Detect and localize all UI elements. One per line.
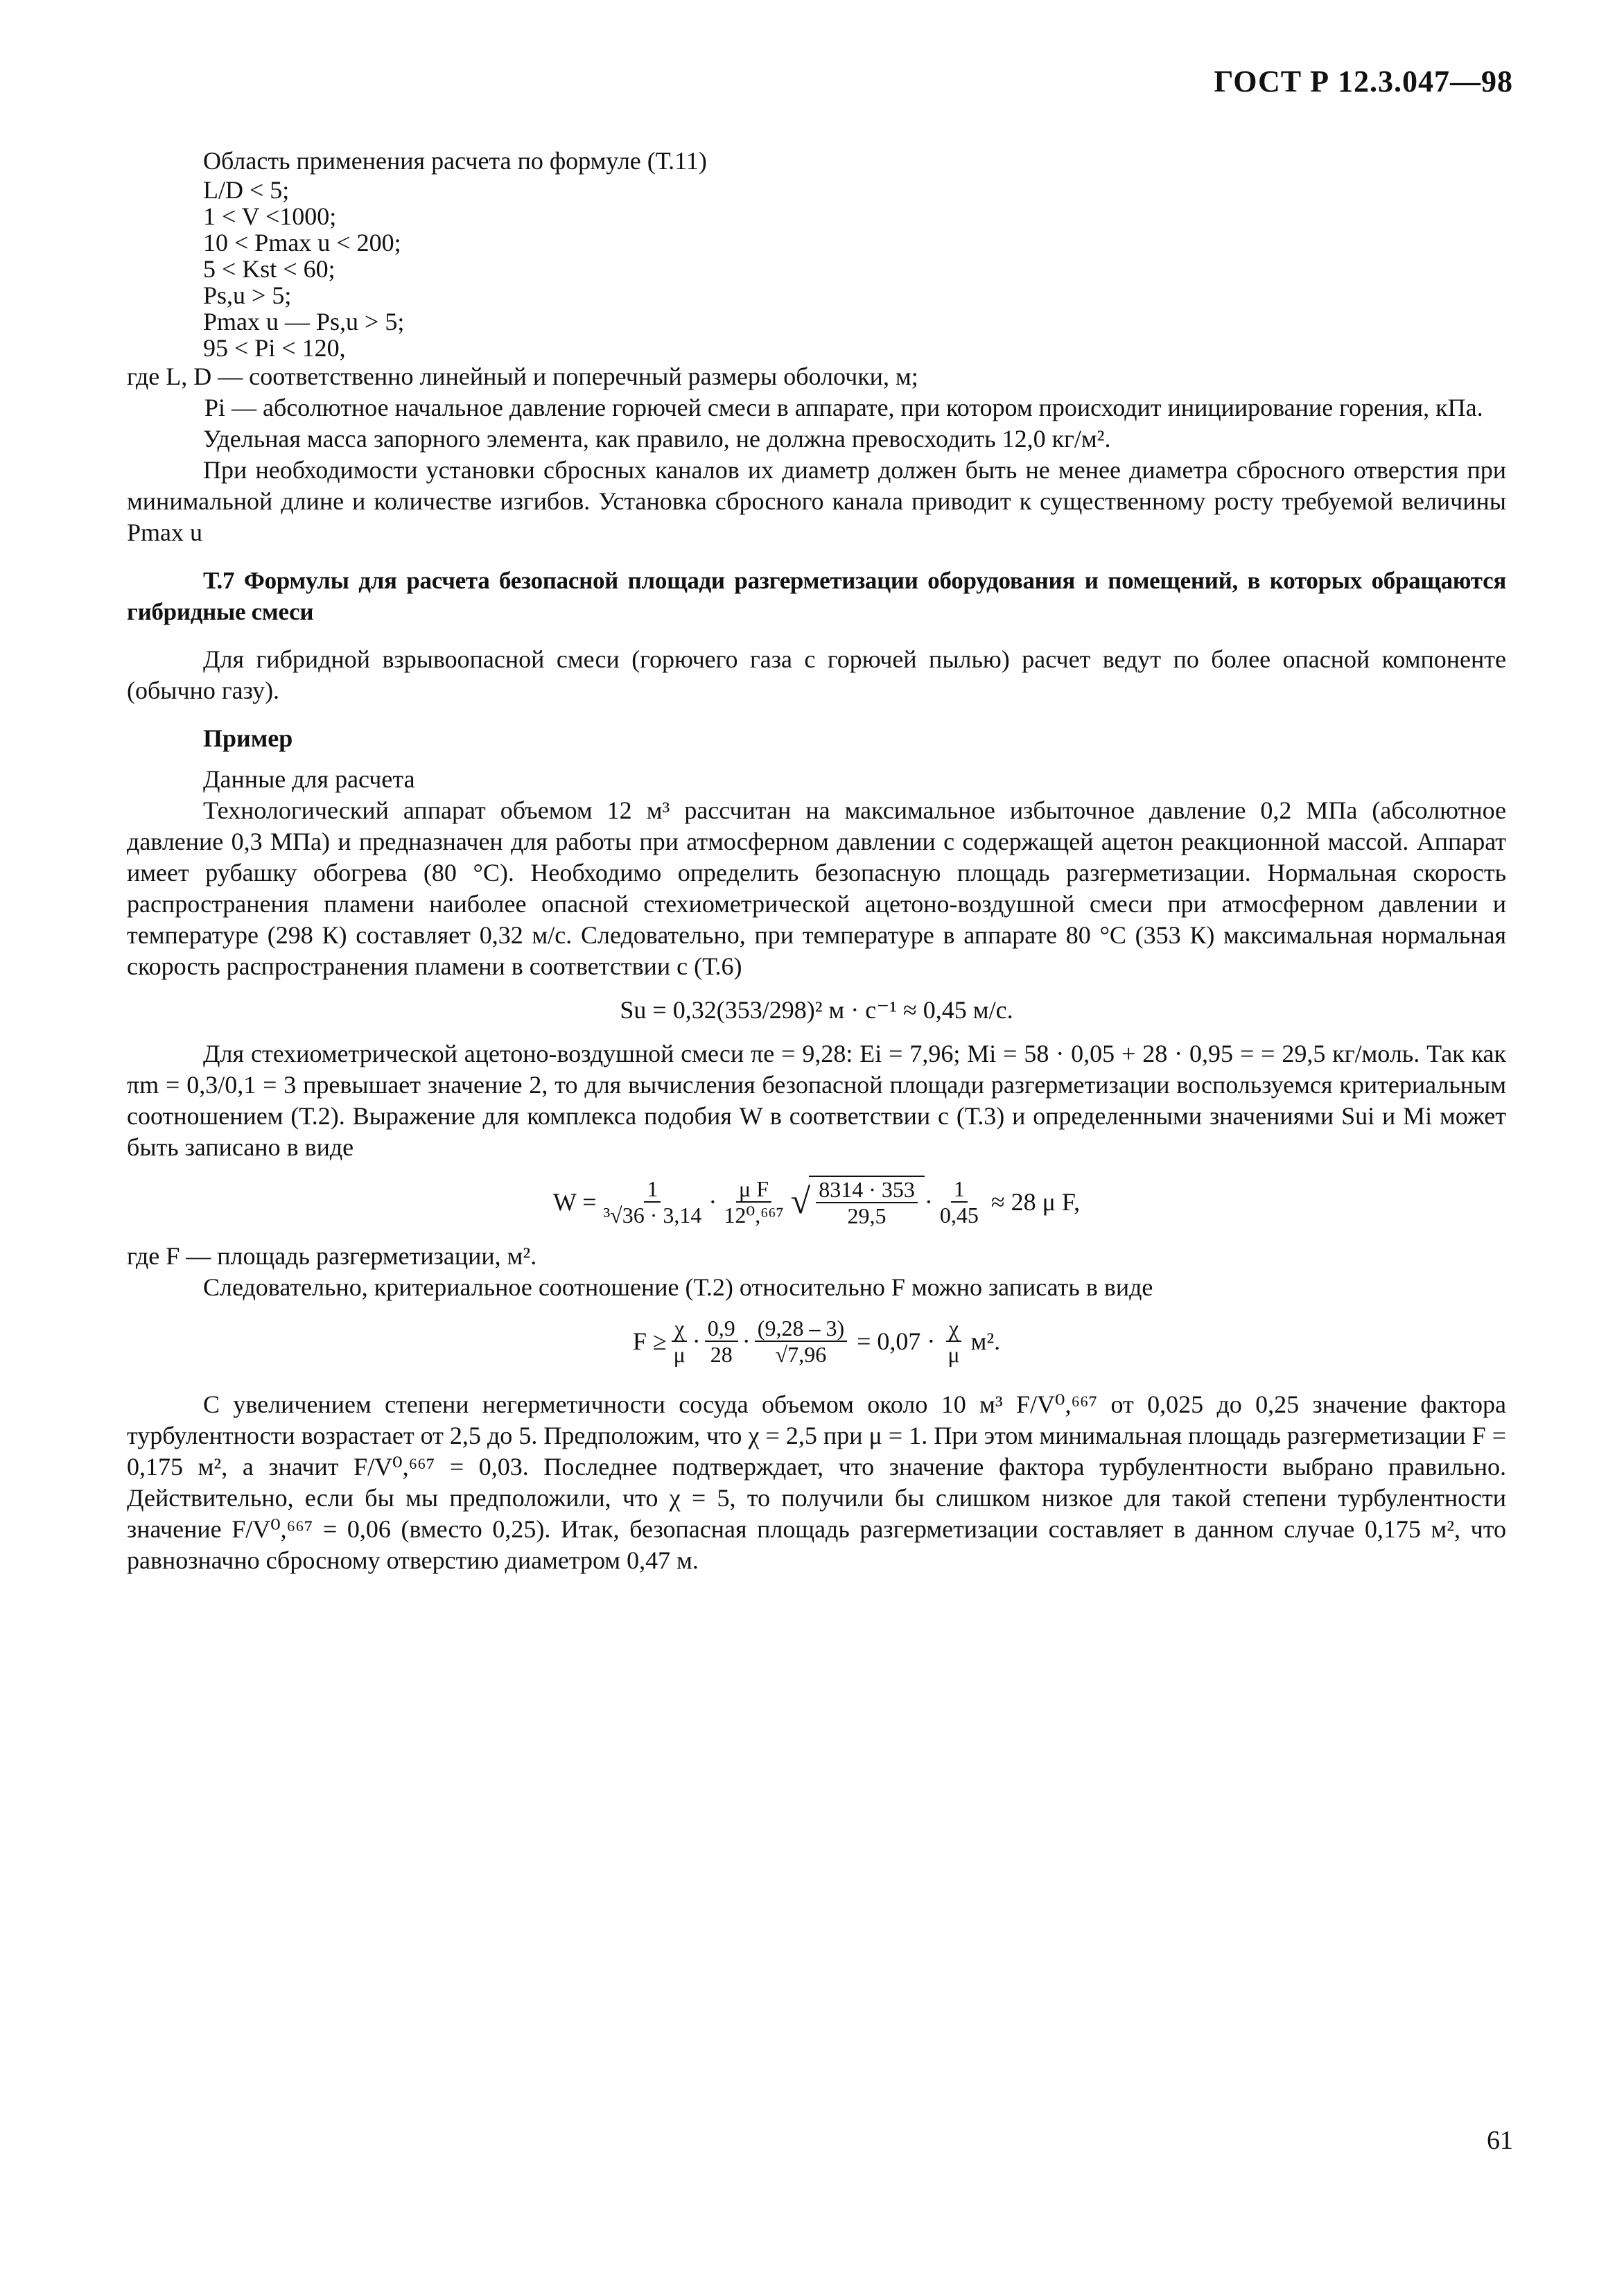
- scope-title: Область применения расчета по формуле (Т.11): [203, 147, 707, 175]
- equation-similarity-complex: W = $\frac{1}{\text{³√36 · 3,14}}$ · $\frac{\text{μ F}}{\text{12⁰,⁶⁶⁷}}$ √ $\frac{8314 \cdot 353}{29,5}$ · $\frac{1}{0,45}$ ≈ 28 μ F,: [552, 1176, 1081, 1228]
- paragraph-hybrid-mixture: Для гибридной взрывоопасной смеси (горючего газа с горючей пылью) расчет ведут по более опасной компоненте (обычно газу).: [127, 645, 1506, 704]
- where-line-dimensions: где L, D — соответственно линейный и поперечный размеры оболочки, м;: [127, 363, 918, 390]
- paragraph-conclusion: С увеличением степени негерметичности сосуда объемом около 10 м³ F/V⁰,⁶⁶⁷ от 0,025 до 0,25 значение фактора турбулентности возрастает от 2,5 до 5. Предположим, что χ = 2,5 при μ = 1. При этом минимальная площадь разгерметизации F = 0,175 м², а значит F/V⁰,⁶⁶⁷ = 0,03. Последнее подтверждает, что значение фактора турбулентности выбрано правильно. Действительно, если бы мы предположили, что χ = 5, то получили бы слишком низкое для такой степени турбулентности значение F/V⁰,⁶⁶⁷ = 0,06 (вместо 0,25). Итак, безопасная площадь разгерметизации составляет в данном случае 0,175 м², что равнозначно сбросному отверстию диаметром 0,47 м.: [127, 1390, 1506, 1574]
- where-line-pressure: [127, 392, 1506, 424]
- eq-w-lhs: W =: [552, 1187, 597, 1216]
- condition-line: Ps,u > 5;: [203, 281, 292, 309]
- document-header: ГОСТ Р 12.3.047—98: [1214, 64, 1513, 98]
- paragraph-vent-channels: При необходимости установки сбросных каналов их диаметр должен быть не менее диаметра сбросного отверстия при минимальной длине и количестве изгибов. Установка сбросного канала приводит к существенному росту требуемой величины Pmax u: [127, 456, 1506, 546]
- eq-f-fraction-2: $\frac{0,9}{28}$: [705, 1316, 738, 1367]
- eq-f-lhs: F ≥: [632, 1327, 667, 1355]
- paragraph-apparatus: Технологический аппарат объемом 12 м³ рассчитан на максимальное избыточное давление 0,2 МПа (абсолютное давление 0,3 МПа) и предназначен для работы при атмосферном давлении с содержащей ацетон реакционной массой. Аппарат имеет рубашку обогрева (80 °С). Необходимо определить безопасную площадь разгерметизации. Нормальная скорость распространения пламени наиболее опасной стехиометрической ацетоно-воздушной смеси при атмосферном давлении и температуре (298 К) составляет 0,32 м/с. Следовательно, при температуре в аппарате 80 °С (353 К) максимальная нормальная скорость распространения пламени в соответствии с (Т.6): [127, 796, 1506, 980]
- equation-vent-area: F ≥ $\frac{\chi}{\mu}$ · $\frac{0,9}{28}$ · $\frac{(9,28 - 3)}{√7,96}$ = 0,07 · $\frac{\chi}{\mu}$ м².: [632, 1316, 1001, 1367]
- document-body: [127, 146, 1506, 1576]
- eq-w-fraction-4: $\frac{1}{0,45}$: [939, 1176, 979, 1228]
- condition-line: 10 < Pmax u < 200;: [203, 229, 401, 256]
- condition-line: 1 < V <1000;: [203, 202, 337, 230]
- eq-f-fraction-1: $\frac{\chi}{\mu}$: [671, 1316, 688, 1367]
- condition-line: L/D < 5;: [203, 176, 290, 204]
- eq-f-unit: м².: [970, 1327, 1001, 1355]
- paragraph-criterion: Следовательно, критериальное соотношение (Т.2) относительно F можно записать в виде: [203, 1273, 1153, 1301]
- equation-flame-speed: Su = 0,32(353/298)² м · с⁻¹ ≈ 0,45 м/с.: [620, 996, 1013, 1024]
- paragraph-specific-mass: Удельная масса запорного элемента, как правило, не должна превосходить 12,0 кг/м².: [203, 425, 1111, 453]
- eq-w-result: ≈ 28 μ F,: [990, 1187, 1081, 1216]
- data-label: Данные для расчета: [203, 765, 415, 793]
- example-label: Пример: [203, 724, 293, 752]
- eq-f-mid: = 0,07 ·: [857, 1327, 936, 1355]
- condition-line: 95 < Pi < 120,: [203, 334, 346, 362]
- page-number: 61: [1487, 2126, 1513, 2155]
- where-line-pressure-text: Pi — абсолютное начальное давление горючей смеси в аппарате, при котором происходит инициирование горения, кПа.: [204, 394, 1483, 421]
- section-heading: Т.7 Формулы для расчета безопасной площади разгерметизации оборудования и помещений, в которых обращаются гибридные смеси: [127, 567, 1506, 625]
- eq-w-fraction-3: $\frac{8314 \cdot 353}{29,5}$: [816, 1177, 918, 1228]
- eq-f-fraction-4: $\frac{\chi}{\mu}$: [945, 1316, 962, 1367]
- paragraph-where-f: где F — площадь разгерметизации, м².: [127, 1242, 537, 1270]
- paragraph-stoichiometric: Для стехиометрической ацетоно-воздушной смеси πe = 9,28: Ei = 7,96; Mi = 58 · 0,05 + 28 · 0,95 = = 29,5 кг/моль. Так как πm = 0,3/0,1 = 3 превышает значение 2, то для вычисления безопасной площади разгерметизации воспользуемся критериальным соотношением (Т.2). Выражение для комплекса подобия W в соответствии с (Т.3) и определенными значениями Sui и Mi может быть записано в виде: [127, 1040, 1506, 1161]
- eq-f-fraction-3: $\frac{(9,28 - 3)}{√7,96}$: [755, 1316, 847, 1367]
- eq-w-fraction-1: $\frac{1}{\text{³√36 · 3,14}}$: [603, 1176, 702, 1228]
- condition-line: Pmax u — Ps,u > 5;: [203, 308, 405, 335]
- sqrt-icon: √: [790, 1182, 811, 1221]
- eq-w-fraction-2: $\frac{\text{μ F}}{\text{12⁰,⁶⁶⁷}}$: [724, 1176, 784, 1228]
- condition-line: 5 < Kst < 60;: [203, 255, 335, 283]
- scope-conditions: [203, 177, 1506, 361]
